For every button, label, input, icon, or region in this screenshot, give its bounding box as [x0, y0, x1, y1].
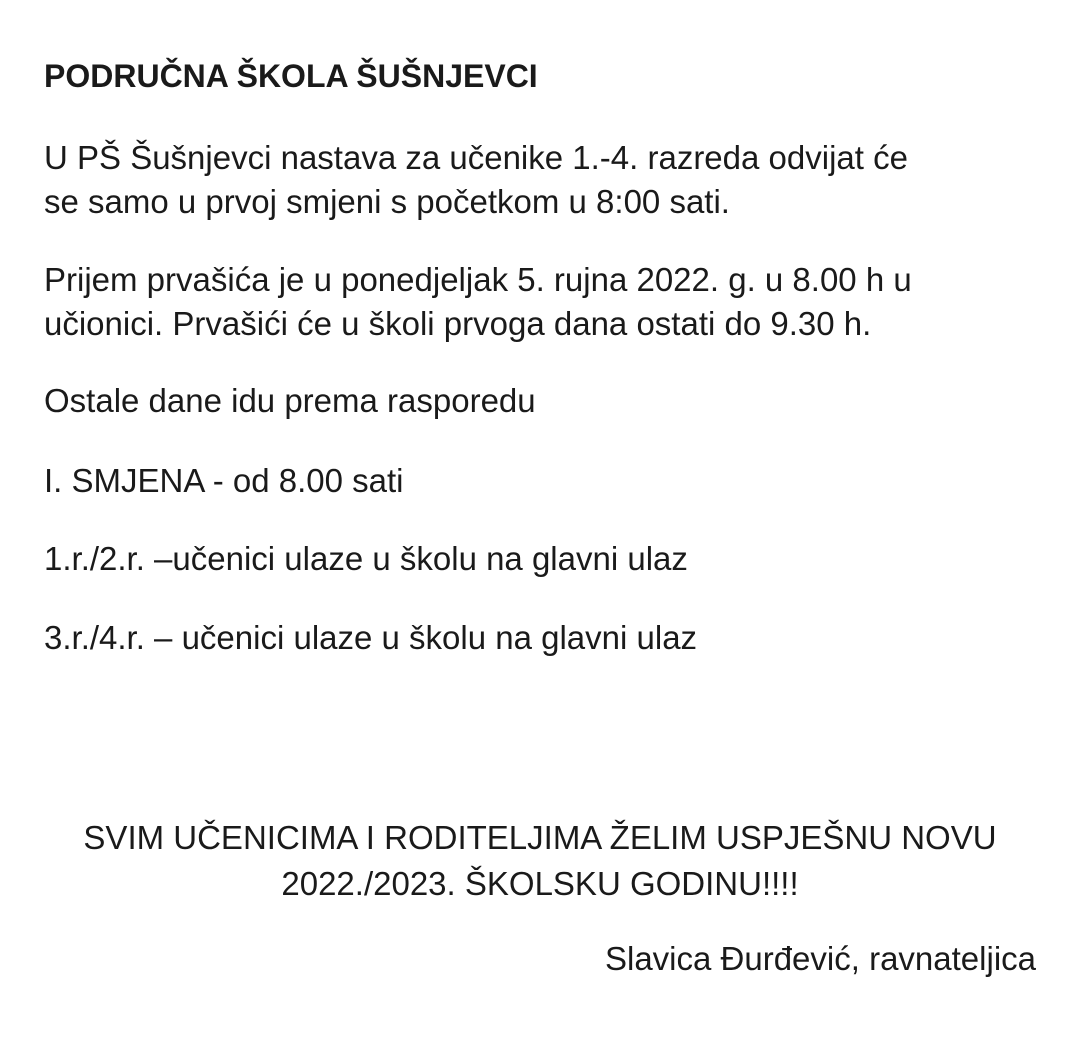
- document-title: PODRUČNA ŠKOLA ŠUŠNJEVCI: [44, 58, 538, 94]
- closing-line: SVIM UČENICIMA I RODITELJIMA ŽELIM USPJEŠNU NOVU: [83, 819, 997, 856]
- paragraph-line: Prijem prvašića je u ponedjeljak 5. rujna 2022. g. u 8.00 h u: [44, 261, 912, 298]
- paragraph-first-graders: [44, 258, 912, 346]
- paragraph-other-days: Ostale dane idu prema rasporedu: [44, 382, 536, 419]
- paragraph-shift: I. SMJENA - od 8.00 sati: [44, 462, 404, 499]
- closing-wish: [0, 815, 1080, 907]
- paragraph-line: se samo u prvoj smjeni s početkom u 8:00 sati.: [44, 183, 730, 220]
- paragraph-schedule: [44, 136, 908, 224]
- signature: Slavica Đurđević, ravnateljica: [604, 940, 1036, 977]
- paragraph-line: učionici. Prvašići će u školi prvoga dana ostati do 9.30 h.: [44, 305, 872, 342]
- paragraph-line: U PŠ Šušnjevci nastava za učenike 1.-4. razreda odvijat će: [44, 139, 908, 176]
- paragraph-grades-3-4: 3.r./4.r. – učenici ulaze u školu na glavni ulaz: [44, 619, 698, 656]
- closing-line: 2022./2023. ŠKOLSKU GODINU!!!!: [281, 865, 799, 902]
- paragraph-grades-1-2: 1.r./2.r. –učenici ulaze u školu na glavni ulaz: [44, 540, 688, 577]
